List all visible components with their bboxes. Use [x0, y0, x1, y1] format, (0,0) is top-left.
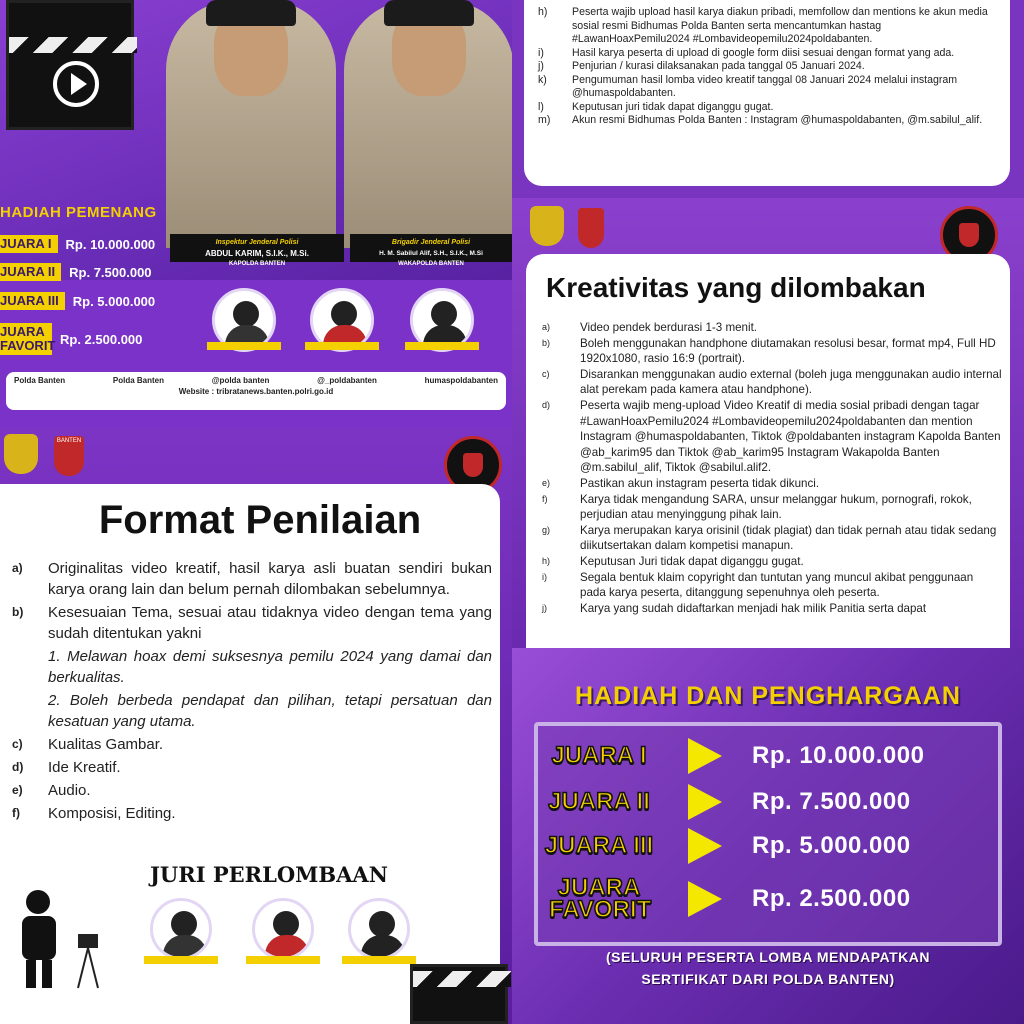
instagram-link[interactable]: humaspoldabanten [424, 376, 498, 385]
list-item-text: Video pendek berdurasi 1-3 menit. [580, 321, 758, 334]
play-icon[interactable] [53, 61, 99, 107]
judge-label [144, 956, 218, 964]
list-item-marker: a) [542, 322, 551, 332]
list-item-text: Akun resmi Bidhumas Polda Banten : Instagram @humaspoldabanten, @m.sabilul_alif. [572, 114, 983, 126]
list-item-text: 2. Boleh berbeda pendapat dan pilihan, tetapi persatuan dan kesatuan yang utama. [48, 692, 492, 730]
list-item-text: Kualitas Gambar. [48, 736, 164, 753]
judge-label [405, 342, 479, 350]
list-item [542, 492, 1002, 523]
list-item-text: Audio. [48, 782, 91, 799]
list-item-marker: b) [542, 337, 551, 348]
list-item-marker: d) [542, 399, 551, 410]
list-item-marker: f) [542, 493, 548, 504]
list-item-marker: a) [12, 561, 23, 575]
list-item-marker: e) [12, 783, 23, 797]
prize-value: Rp. 7.500.000 [69, 264, 152, 280]
arrow-right-icon [688, 828, 722, 864]
list-item-marker: j) [542, 602, 547, 613]
list-item-text: Karya yang sudah didaftarkan menjadi hak milik Panitia serta dapat [580, 601, 927, 615]
list-item-marker: e) [542, 477, 551, 488]
list-item-text: Karya tidak mengandung SARA, unsur melanggar hukum, pornografi, rokok, perjudian atau menyinggung pihak lain. [580, 492, 972, 522]
officer1-nameplate [170, 234, 344, 267]
list-item [538, 74, 994, 101]
rules-list [538, 6, 994, 128]
award-row [534, 826, 911, 866]
officer1-name: ABDUL KARIM, S.I.K., M.Si. [205, 249, 309, 258]
list-item-text: Keputusan juri tidak dapat diganggu gugat. [572, 100, 774, 113]
banten-badge-icon: BANTEN [54, 436, 84, 476]
list-item [12, 646, 492, 688]
list-item-text: Peserta wajib upload hasil karya diakun pribadi, memfollow dan mentions ke akun media sosial resmi Bidhumas Polda Banten serta mencantumkan hastag #LawanHoaxPemilu2024 #Lombavideopemilu2024poldabanten. [572, 6, 988, 45]
clapperboard-icon [410, 964, 508, 1024]
list-item [12, 803, 492, 824]
arrow-right-icon [688, 784, 722, 820]
facebook-link[interactable]: Polda Banten [14, 376, 66, 385]
list-item [538, 47, 994, 61]
officer2-name: H. M. Sabilul Alif, S.H., S.I.K., M.Si [379, 250, 483, 257]
judge-avatar [150, 898, 212, 960]
list-item-marker: j) [538, 60, 544, 72]
award-row [534, 872, 911, 926]
award-value: Rp. 5.000.000 [752, 832, 911, 859]
list-item-text: Disarankan menggunakan audio external (boleh juga menggunakan audio internal alat perekam pada kamera atau handphone). [580, 367, 1002, 397]
rules-paper [524, 0, 1010, 186]
list-item-marker: m) [538, 114, 551, 126]
rules-continued-panel [512, 0, 1024, 198]
prize-label: JUARA II [0, 263, 61, 281]
social-footer [6, 372, 506, 410]
prize-value: Rp. 2.500.000 [60, 331, 143, 347]
prize-label: JUARA FAVORIT [0, 324, 56, 353]
list-item [12, 734, 492, 755]
award-label: JUARA FAVORIT [549, 874, 652, 923]
list-item-text: Kesesuaian Tema, sesuai atau tidaknya video dengan tema yang sudah ditentukan yakni [48, 604, 492, 642]
officer2-rank: Brigadir Jenderal Polisi [391, 239, 471, 246]
prize-title: HADIAH PEMENANG [0, 204, 157, 221]
list-item [12, 757, 492, 778]
format-list [12, 558, 492, 826]
juri-title: JURI PERLOMBAAN [150, 862, 388, 887]
prize-row [0, 260, 152, 284]
list-item-text: Pastikan akun instagram peserta tidak dikunci. [580, 476, 820, 490]
list-item [12, 558, 492, 600]
list-item-marker [12, 646, 48, 688]
judge-label [305, 342, 379, 350]
hadiah-penghargaan-panel [512, 648, 1024, 1024]
police-emblem-icon [530, 206, 564, 246]
prize-value: Rp. 10.000.000 [65, 236, 156, 252]
prize-row [0, 289, 155, 313]
format-title: Format Penilaian [98, 498, 422, 542]
list-item [542, 476, 1002, 492]
list-item [538, 114, 994, 128]
list-item-text: Ide Kreatif. [48, 759, 121, 776]
police-emblem-icon [4, 434, 38, 474]
kreativitas-title: Kreativitas yang dilombakan [546, 272, 926, 303]
award-label: JUARA II [548, 788, 650, 815]
prize-row [0, 232, 155, 256]
list-item-text: Penjurian / kurasi dilaksanakan pada tanggal 05 Januari 2024. [572, 60, 865, 72]
list-item [542, 336, 1002, 367]
awards-note-line1: (SELURUH PESERTA LOMBA MENDAPATKAN [606, 949, 930, 965]
list-item [542, 554, 1002, 570]
list-item-text: Segala bentuk klaim copyright dan tuntutan yang muncul akibat penggunaan pada karya peserta, ditanggung sepenuhnya oleh peserta. [580, 570, 974, 600]
arrow-right-icon [688, 881, 722, 917]
format-penilaian-panel [0, 428, 512, 1024]
award-value: Rp. 10.000.000 [752, 742, 925, 769]
list-item-marker: c) [12, 737, 23, 751]
judge-avatar [252, 898, 314, 960]
award-row [534, 782, 911, 822]
tiktok-link[interactable]: @polda banten [211, 376, 270, 385]
list-item-marker: i) [538, 46, 544, 59]
award-value: Rp. 7.500.000 [752, 788, 911, 815]
award-label: JUARA I [551, 742, 647, 769]
kreativitas-panel [512, 198, 1024, 648]
list-item-marker [12, 690, 48, 732]
list-item-marker: d) [12, 760, 24, 774]
list-item-text: Boleh menggunakan handphone diutamakan resolusi besar, format mp4, Full HD 1920x1080, rasio 16:9 (portrait). [580, 336, 996, 366]
list-item-text: Keputusan Juri tidak dapat diganggu gugat. [580, 554, 804, 568]
list-item [542, 523, 1002, 554]
prize-label: JUARA III [0, 292, 65, 310]
officer2-role: WAKAPOLDA BANTEN [398, 261, 464, 267]
list-item [538, 6, 994, 47]
prize-row [0, 322, 142, 356]
list-item-marker: c) [542, 368, 550, 379]
list-item-marker: k) [538, 73, 547, 86]
prize-poster-panel [0, 0, 512, 428]
judge-label [207, 342, 281, 350]
list-item [542, 398, 1002, 476]
awards-title: HADIAH DAN PENGHARGAAN [575, 682, 961, 710]
officer-photo-kapolda [166, 0, 336, 248]
kreativitas-list [542, 320, 1002, 616]
person-filming-icon [8, 880, 108, 990]
x-link[interactable]: @_poldabanten [317, 376, 377, 385]
award-row [534, 736, 924, 776]
officer1-role: KAPOLDA BANTEN [228, 261, 286, 267]
list-item-marker: h) [542, 555, 551, 566]
list-item [542, 367, 1002, 398]
list-item [542, 570, 1002, 601]
list-item-marker: h) [538, 6, 548, 18]
award-value: Rp. 2.500.000 [752, 885, 911, 912]
list-item [12, 690, 492, 732]
clapperboard-icon [6, 0, 134, 130]
list-item-text: Komposisi, Editing. [48, 805, 176, 822]
list-item [542, 601, 1002, 617]
officer-photo-wakapolda [344, 0, 512, 248]
list-item-text: Hasil karya peserta di upload di google form diisi sesuai dengan format yang ada. [572, 46, 955, 59]
list-item-marker: l) [538, 100, 544, 113]
arrow-right-icon [688, 738, 722, 774]
list-item-marker: f) [12, 806, 20, 820]
list-item [538, 60, 994, 74]
judge-label [342, 956, 416, 964]
officer2-nameplate [350, 234, 512, 267]
list-item-text: Pengumuman hasil lomba video kreatif tanggal 08 Januari 2024 melalui instagram @humaspoldabanten. [572, 73, 958, 99]
awards-note-line2: SERTIFIKAT DARI POLDA BANTEN) [641, 971, 895, 987]
prize-value: Rp. 5.000.000 [72, 293, 156, 309]
list-item-text: Peserta wajib meng-upload Video Kreatif di media sosial pribadi dengan tagar #LawanHoaxPemilu2024 #Lombavideopemilu2024poldabanten dan mention Instagram @humaspoldabanten, Tiktok @poldabanten instagram Kapolda Banten @ab_karim95 dan Tiktok @ab_karim95 Instagram Wakapolda Banten @m.sabilul_alif, Tiktok @sabilul.alif2. [580, 398, 1001, 475]
award-label: JUARA III [544, 832, 654, 859]
officer1-rank: Inspektur Jenderal Polisi [215, 239, 299, 246]
judge-label [246, 956, 320, 964]
website-link[interactable]: Website : tribratanews.banten.polri.go.id [178, 387, 334, 396]
list-item-text: Karya merupakan karya orisinil (tidak plagiat) dan tidak pernah atau tidak sedang diikutsertakan dalam kompetisi manapun. [580, 523, 997, 553]
prize-label: JUARA I [0, 235, 58, 253]
list-item-marker: i) [542, 571, 547, 582]
list-item-marker: g) [542, 524, 551, 535]
banten-badge-icon [578, 208, 604, 248]
list-item [12, 780, 492, 801]
list-item-text: Originalitas video kreatif, hasil karya asli buatan sendiri bukan karya orang lain dan belum pernah dilombakan sebelumnya. [48, 560, 492, 598]
judge-avatar [348, 898, 410, 960]
youtube-link[interactable]: Polda Banten [112, 376, 164, 385]
list-item [538, 101, 994, 115]
list-item-text: 1. Melawan hoax demi suksesnya pemilu 2024 yang damai dan berkualitas. [48, 648, 492, 686]
list-item [12, 602, 492, 644]
list-item [542, 320, 1002, 336]
list-item-marker: b) [12, 605, 24, 619]
awards-note [512, 946, 1024, 990]
